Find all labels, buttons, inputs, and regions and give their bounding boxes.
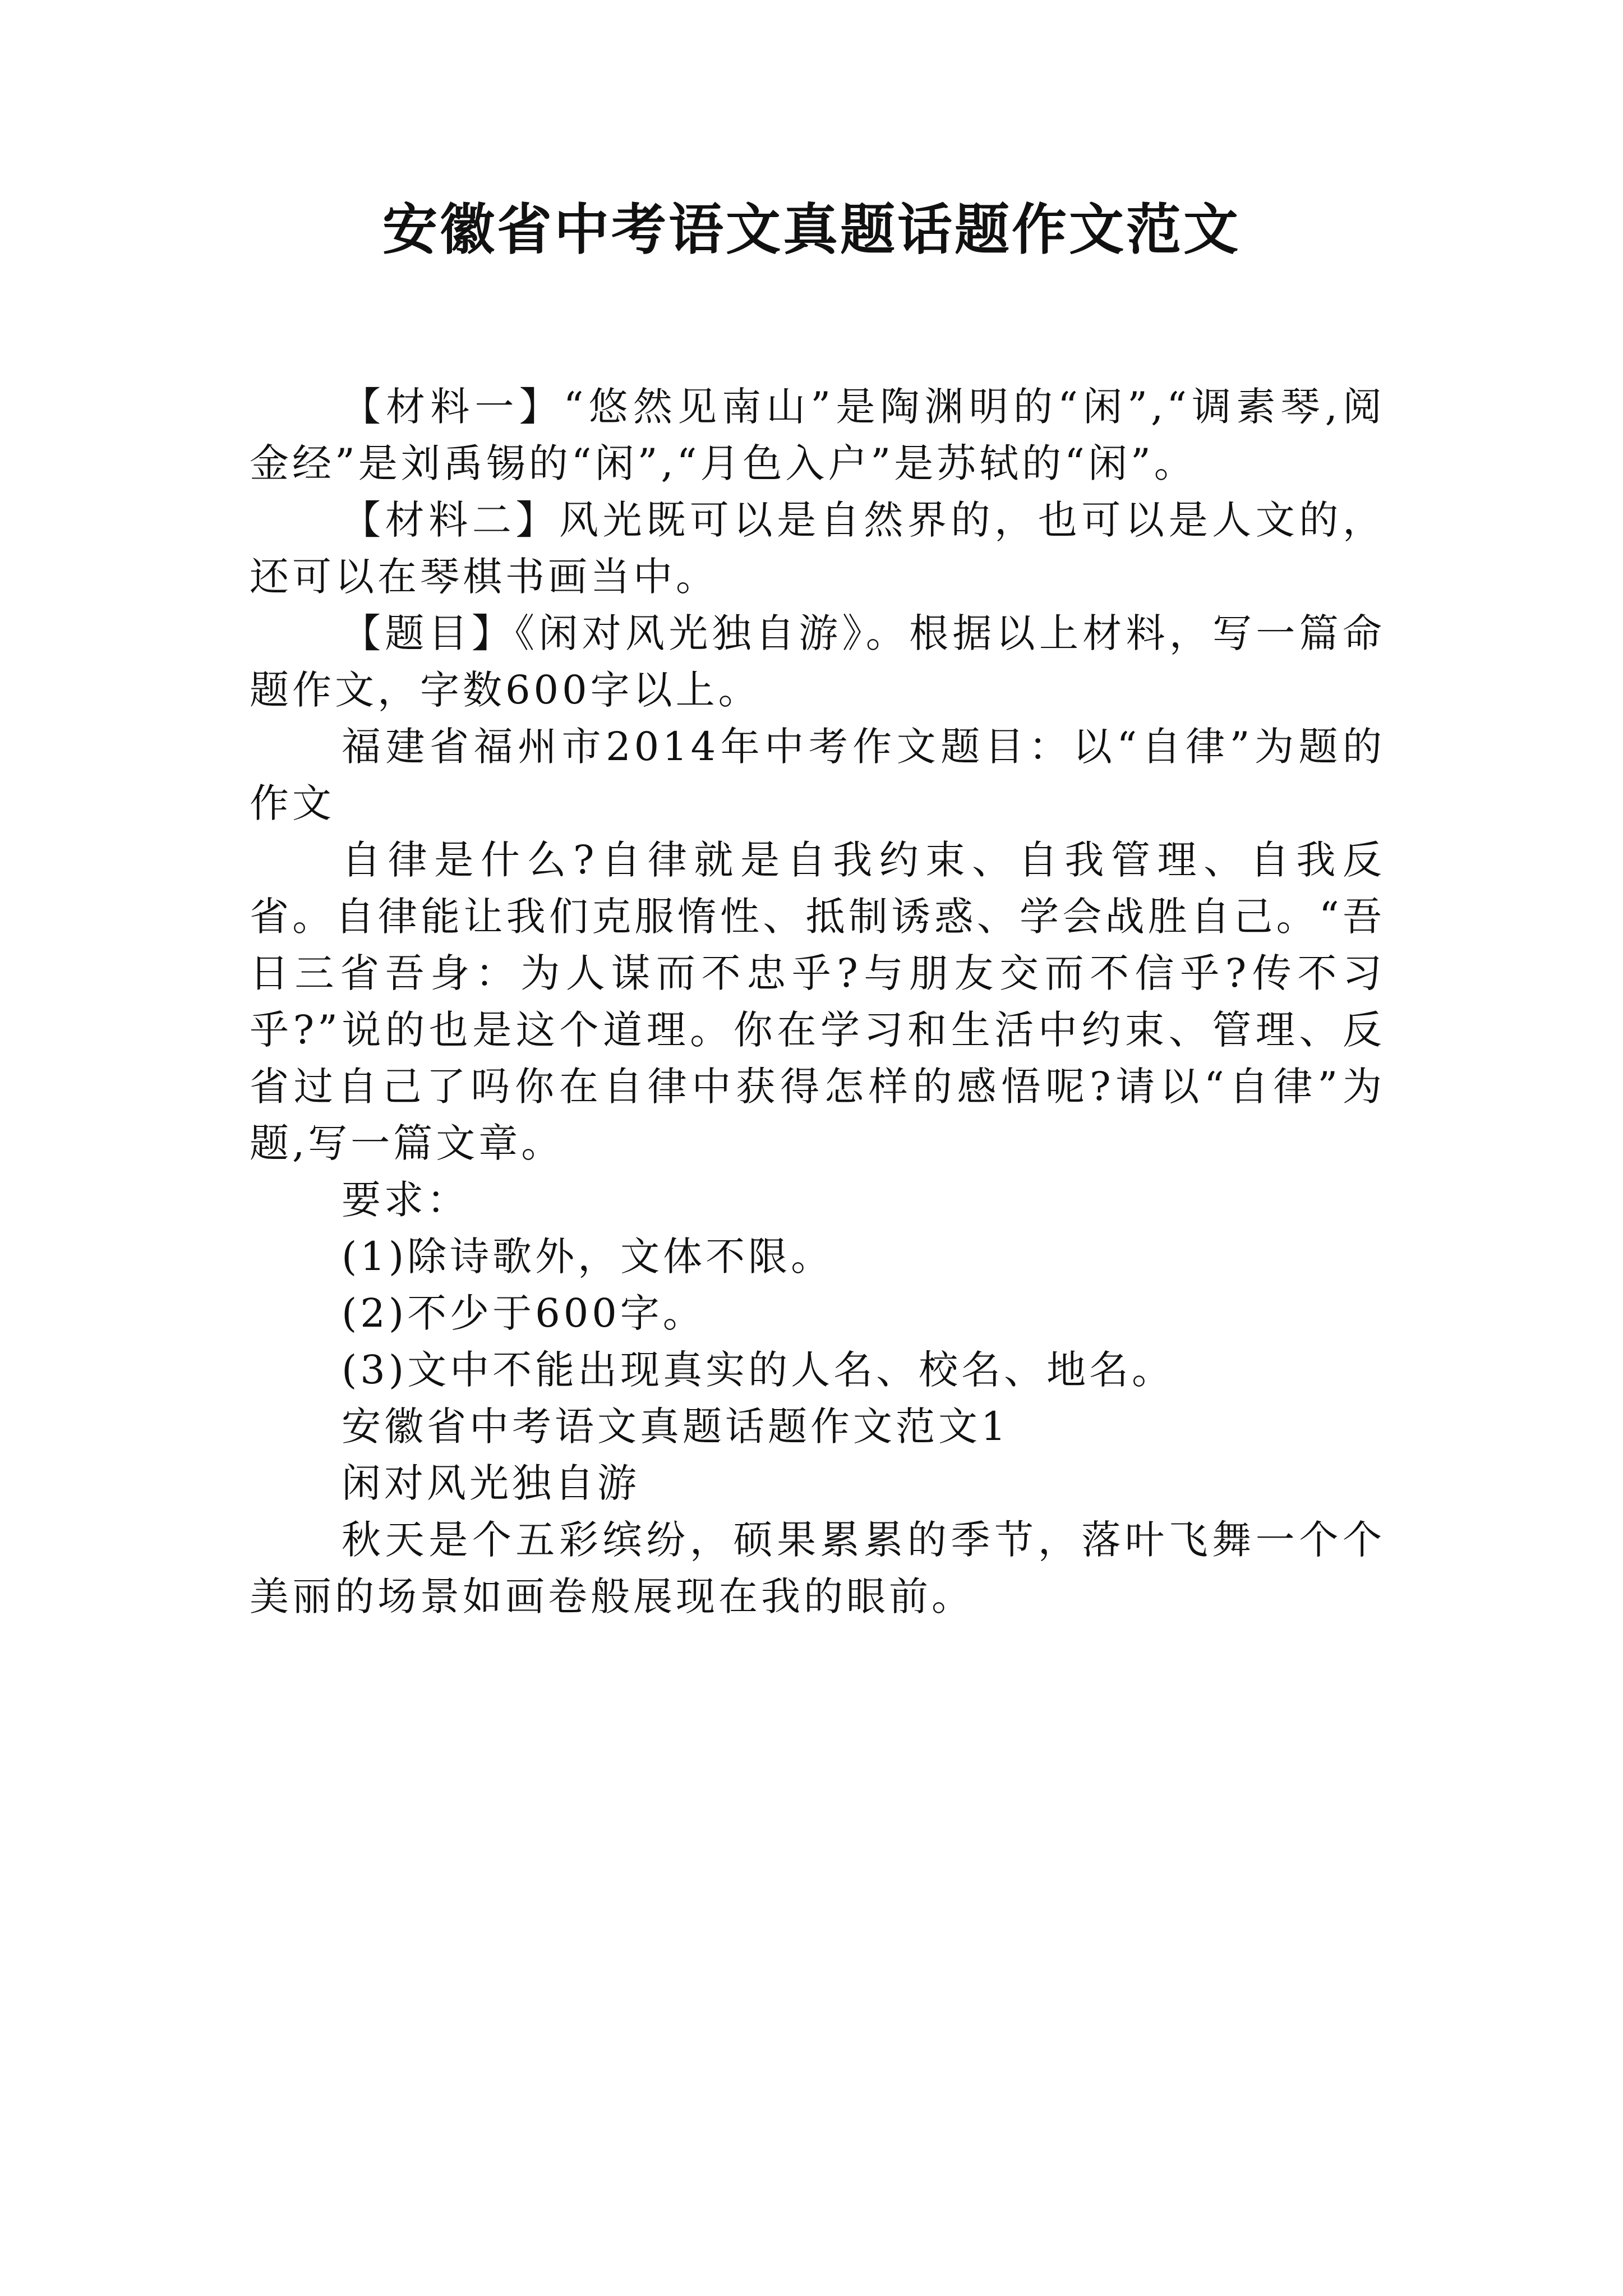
paragraph: (2)不少于600字。 [342, 1290, 706, 1336]
paragraph: 秋天是个五彩缤纷，硕果累累的季节，落叶飞舞一个个美丽的场景如画卷般展现在我的眼前。 [250, 1517, 1385, 1619]
document-title: 安徽省中考语文真题话题作文范文 [382, 198, 1241, 262]
document-body [250, 379, 1385, 1625]
paragraph: 福建省福州市2014年中考作文题目：以“自律”为题的作文 [250, 724, 1385, 826]
paragraph: (1)除诗歌外，文体不限。 [342, 1234, 834, 1280]
paragraph: 【材料一】“悠然见南山”是陶渊明的“闲”,“调素琴,阅金经”是刘禹锡的“闲”,“月色入户”是苏轼的“闲”。 [250, 384, 1385, 486]
paragraph: 安徽省中考语文真题话题作文范文1 [342, 1404, 1009, 1450]
paragraph: 闲对风光独自游 [342, 1460, 640, 1506]
paragraph: (3)文中不能出现真实的人名、校名、地名。 [342, 1347, 1175, 1393]
paragraph: 自律是什么?自律就是自我约束、自我管理、自我反省。自律能让我们克服惰性、抵制诱惑、学会战胜自己。“吾日三省吾身：为人谋而不忠乎?与朋友交而不信乎?传不习乎?”说的也是这个道理。你在学习和生活中约束、管理、反省过自己了吗你在自律中获得怎样的感悟呢?请以“自律”为题,写一篇文章。 [250, 837, 1385, 1166]
paragraph: 要求： [342, 1177, 469, 1223]
paragraph: 【材料二】风光既可以是自然界的，也可以是人文的，还可以在琴棋书画当中。 [250, 497, 1385, 600]
paragraph: 【题目】《闲对风光独自游》。根据以上材料，写一篇命题作文，字数600字以上。 [250, 610, 1385, 713]
